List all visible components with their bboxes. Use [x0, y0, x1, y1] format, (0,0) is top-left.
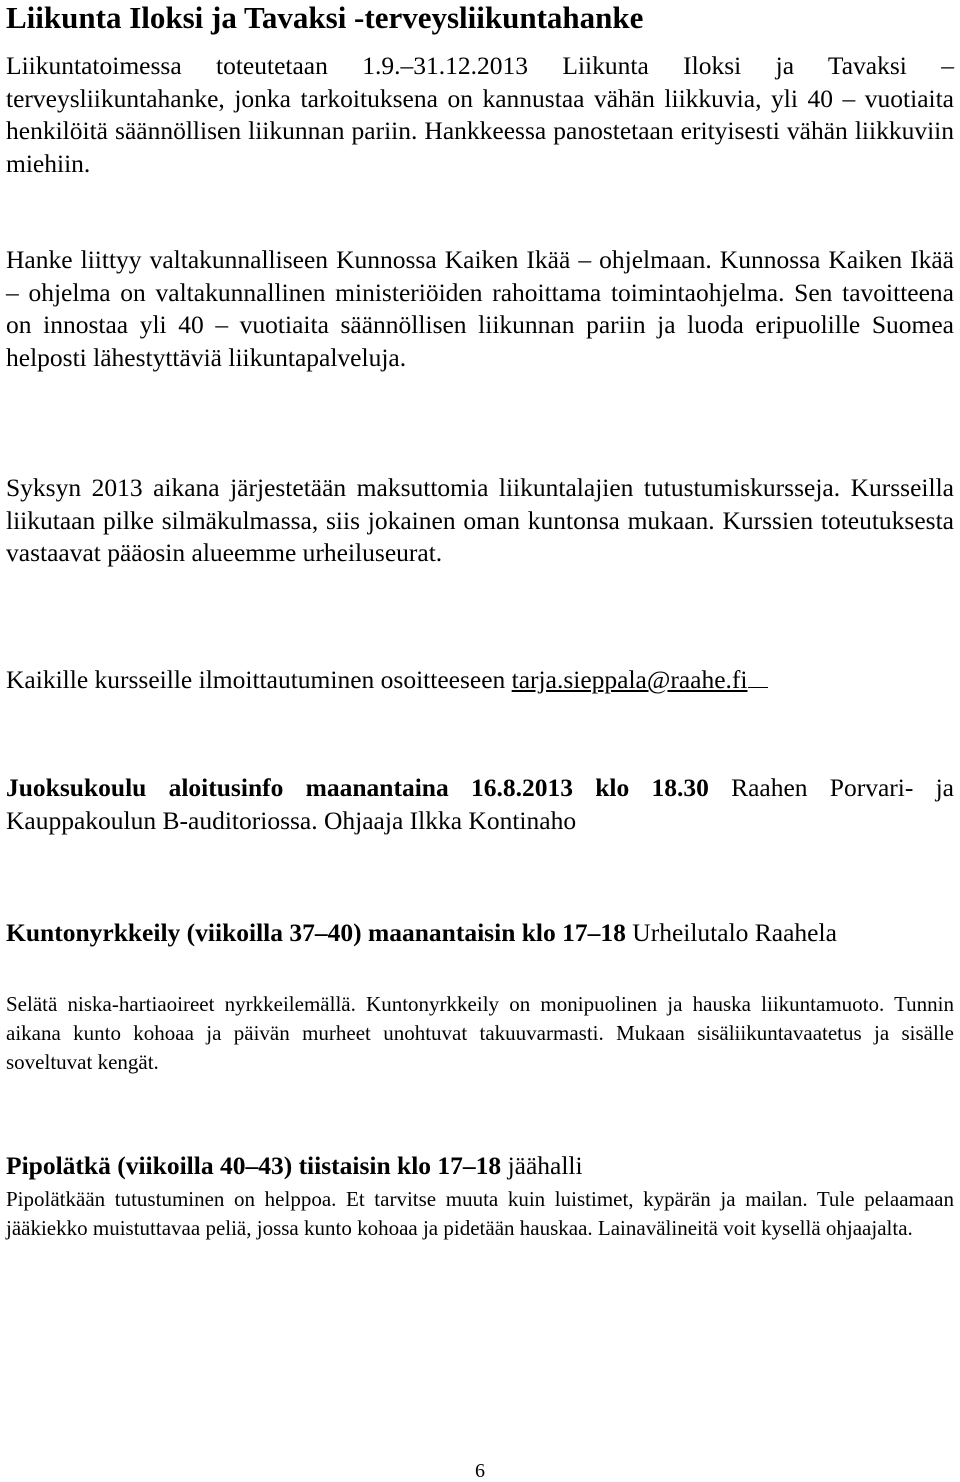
running-school-details: Raahen Porvari- ja Kauppakoulun B-auditoriossa. Ohjaaja Ilkka Kontinaho — [6, 773, 954, 835]
page-number: 6 — [475, 1460, 485, 1482]
running-school-heading: Juoksukoulu aloitusinfo maanantaina 16.8.2013 klo 18.30 — [6, 773, 709, 802]
registration-paragraph — [6, 663, 954, 697]
link-underline — [748, 663, 768, 688]
running-school-paragraph — [6, 772, 954, 837]
boxing-heading-paragraph — [6, 917, 954, 950]
hockey-heading-paragraph — [6, 1150, 954, 1183]
courses-paragraph: Syksyn 2013 aikana järjestetään maksuttomia liikuntalajien tutustumiskursseja. Kursseilla liikutaan pilke silmäkulmassa, siis jokainen oman kuntonsa mukaan. Kurssien toteutuksesta vastaavat pääosin alueemme urheiluseurat. — [6, 473, 954, 567]
intro-paragraph: Liikuntatoimessa toteutetaan 1.9.–31.12.2013 Liikunta Iloksi ja Tavaksi – terveysliikuntahanke, jonka tarkoituksena on kannustaa vähän liikkuvia, yli 40 – vuotiaita henkilöitä säännöllisen liikunnan pariin. Hankkeessa panostetaan erityisesti vähän liikkuviin miehiin. — [6, 51, 954, 178]
boxing-heading: Kuntonyrkkeily (viikoilla 37–40) maanantaisin klo 17–18 — [6, 918, 626, 947]
boxing-description: Selätä niska-hartiaoireet nyrkkeilemällä. Kuntonyrkkeily on monipuolinen ja hauska liikuntamuoto. Tunnin aikana kunto kohoaa ja päivän murheet unohtuvat takuuvarmasti. Mukaan sisäliikuntavaatetus ja sisälle soveltuvat kengät. — [6, 992, 954, 1074]
program-paragraph: Hanke liittyy valtakunnalliseen Kunnossa Kaiken Ikää – ohjelmaan. Kunnossa Kaiken Ikää – ohjelma on valtakunnallinen ministeriöiden rahoittama toimintaohjelma. Sen tavoitteena on innostaa yli 40 – vuotiaita säännöllisen liikunnan pariin ja luoda eripuolille Suomea helposti lähestyttäviä liikuntapalveluja. — [6, 245, 954, 372]
boxing-location: Urheilutalo Raahela — [625, 918, 837, 947]
hockey-heading: Pipolätkä (viikoilla 40–43) tiistaisin klo 17–18 — [6, 1151, 502, 1180]
email-link[interactable]: tarja.sieppala@raahe.fi — [511, 665, 748, 694]
hockey-location: jäähalli — [501, 1151, 583, 1180]
hockey-description: Pipolätkään tutustuminen on helppoa. Et tarvitse muuta kuin luistimet, kypärän ja mailan. Tule pelaamaan jääkiekko muistuttavaa peliä, jossa kunto kohoaa ja pidetään hauskaa. Lainavälineitä voit kysellä ohjaajalta. — [6, 1187, 954, 1240]
registration-text: Kaikille kursseille ilmoittautuminen osoitteeseen — [6, 665, 512, 694]
page-title: Liikunta Iloksi ja Tavaksi -terveysliikuntahanke — [6, 0, 644, 35]
